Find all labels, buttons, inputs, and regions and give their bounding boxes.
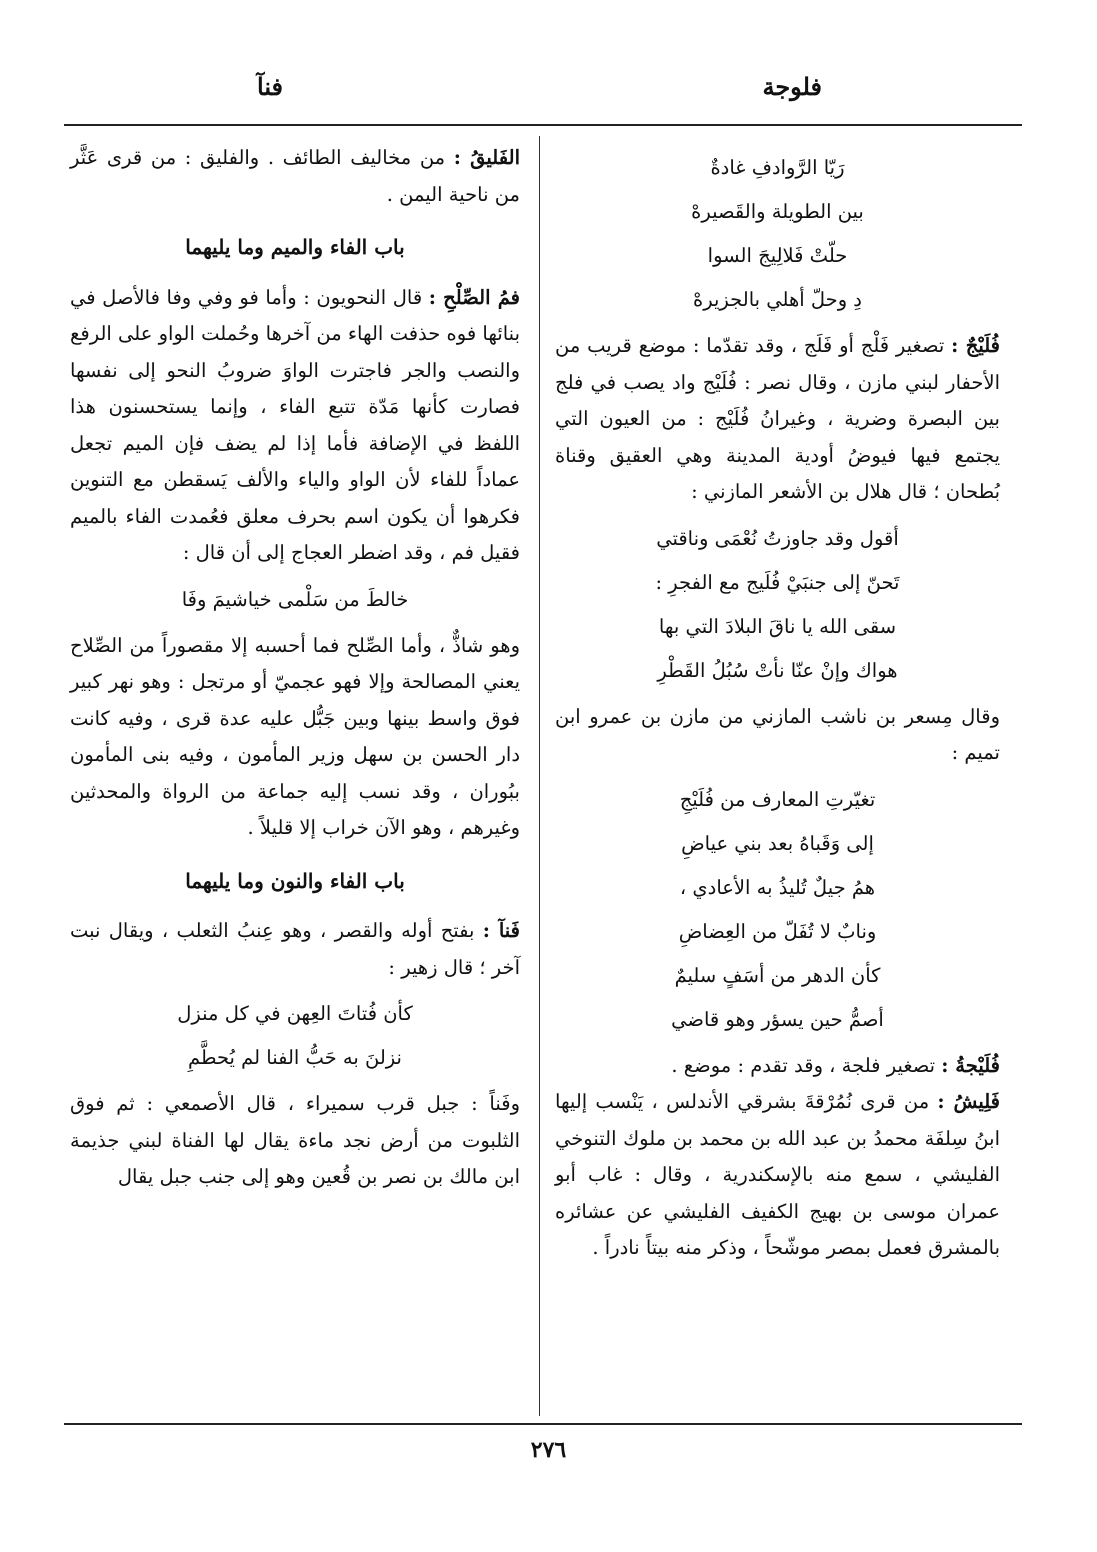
poem-2 — [555, 517, 1000, 693]
entry-fana-mountain: وفَناً : جبل قرب سميراء ، قال الأصمعي : ثم فوق الثلبوت من أرض نجد ماءة يقال لها الفناة لبني جذيمة ابن مالك بن نصر بن قُعين وهو إلى جنب جبل يقال — [70, 1092, 520, 1188]
entry-text: تصغير فلجة ، وقد تقدم : موضع . — [671, 1053, 936, 1077]
entry-fulayj — [555, 328, 1000, 511]
verse-2 — [70, 992, 520, 1080]
verse-line: بين الطويلة والقَصيرهْ — [691, 200, 864, 223]
entry-text: تصغير فَلْج أو فَلَج ، وقد تقدّما : موضع قريب من الأحفار لبني مازن ، وقال نصر : فُلَيْج واد يصب في فلج بين البصرة وضرية ، وغيرانُ فُلَيْج : من العيون التي يجتمع فيها فيوضُ أودية المدينة وهي العقيق وقناة بُطحان ؛ قال هلال بن الأشعر المازني : — [555, 334, 1000, 503]
poem-3 — [555, 778, 1000, 1042]
verse-line: رَيّا الرَّوادفِ غادةٌ — [710, 156, 845, 179]
page-number: ٢٧٦ — [530, 1437, 567, 1463]
headword: الفَليقُ : — [453, 146, 520, 169]
verse-line: حلّتْ فَلالِيجَ السوا — [707, 244, 848, 267]
entry-text: من قرى نُمُرْقةَ بشرقي الأندلس ، يَنْسب إليها ابنُ سِلفَة محمدُ بن عبد الله بن محمد بن ملوك التنوخي الفليشي ، سمع منه بالإسكندرية ، وقال : غاب أبو عمران موسى بن بهيج الكفيف الفليشي عن عشائره بالمشرق فعمل بمصر موشّحاً ، وذكر منه بيتاً نادراً . — [555, 1090, 1000, 1259]
section-heading: باب الفاء والنون وما يليهما — [185, 868, 405, 893]
entry-text-continued: وقال مِسعر بن ناشب المازني من مازن بن عمرو ابن تميم : — [555, 704, 1000, 764]
verse-line: إلى وَقَباهُ بعد بني عياضِ — [681, 831, 874, 855]
verse-line: كأن الدهر من أسَفٍ سليمٌ — [674, 963, 881, 987]
headword: فَلِيشُ : — [937, 1090, 1000, 1113]
entry-text: قال النحويون : وأما فو وفي وفا فالأصل في بنائها فوه حذفت الهاء من آخرها وحُملت الواو على الرفع والنصب والجر فاجترت الواوَ ضروبُ النحو إلى نفسها فصارت كأنها مَدّة تتبع الفاء ، وإنما يستحسنون هذا اللفظ في الإضافة فأما إذا لم يضف فإن الميم تجعل عماداً للفاء لأن الواو والياء والألف يَسقطن مع التنوين فكرهوا أن يكون اسم بحرف معلق فعُمدت الفاء بالميم فقيل فم ، وقد اضطر العجاج إلى أن قال : — [70, 285, 520, 564]
verse-line: ونابٌ لا تُفَلّ من العِضاضِ — [678, 919, 877, 943]
verse-1 — [70, 578, 520, 622]
verse-line: تَحنّ إلى جنبَيْ فُلَيج مع الفجرِ : — [655, 570, 900, 594]
verse-line: سقى الله يا ناقَ البلادَ التي بها — [658, 614, 897, 638]
top-rule — [64, 124, 1022, 126]
entry-text-continued: وهو شاذٌّ ، وأما الصِّلح فما أحسبه إلا مقصوراً من الصِّلاح يعني المصالحة وإلا فهو عجميّ أو مرتجل : وهو نهر كبير فوق واسط بينها وبين جَبُّل عليه عدة قرى ، وفيه كانت دار الحسن بن سهل وزير المأمون ، وفيه بنى المأمون ببُوران ، وقد نسب إليه جماعة من الرواة والمحدثين وغيرهم ، وهو الآن خراب إلا قليلاً . — [70, 633, 520, 839]
verse-line: كأن فُتاتَ العِهن في كل منزل — [177, 1002, 413, 1025]
verse-line: همُ جيلٌ تُليذُ به الأعادي ، — [679, 875, 876, 899]
bottom-rule — [64, 1423, 1022, 1425]
headword: فُلَيْجٌ : — [951, 334, 1000, 357]
verse-line: هواك وإنْ عنّا نأتْ سُبُلُ القَطْرِ — [657, 658, 898, 682]
verse-line: نزلنَ به حَبُّ الفنا لم يُحطَّمِ — [187, 1046, 402, 1069]
entry-falish — [555, 1084, 1000, 1267]
headword: فَنآ : — [482, 919, 520, 942]
poem-1 — [555, 146, 1000, 322]
running-head-left: فنآ — [257, 72, 284, 101]
entry-text: بفتح أوله والقصر ، وهو عِنبُ الثعلب ، ويقال نبت آخر ؛ قال زهير : — [70, 919, 520, 979]
entry-fulayja — [555, 1048, 1000, 1085]
entry-faliq — [70, 140, 520, 213]
column-divider — [539, 136, 540, 1416]
headword: فُلَيْجةُ : — [941, 1053, 1000, 1077]
entry-fam-al-silh — [70, 280, 520, 572]
verse-line: أقول وقد جاوزتُ نُعْمَى وناقتي — [656, 526, 899, 550]
verse-line: تغيّرتِ المعارف من فُلَيْجِ — [679, 787, 876, 811]
verse-line: دِ وحلّ أهلي بالجزيرهْ — [693, 288, 862, 311]
left-column — [70, 140, 520, 1196]
right-column — [555, 140, 1000, 1267]
section-heading: باب الفاء والميم وما يليهما — [185, 235, 405, 259]
entry-text: من مخاليف الطائف . والفليق : من قرى عَثَّر من ناحية اليمن . — [70, 146, 520, 206]
running-head-right: فلوجة — [762, 72, 822, 101]
headword: فمُ الصِّلْحِ : — [428, 285, 520, 309]
verse-line: أصمُّ حين يسؤر وهو قاضي — [671, 1007, 884, 1031]
verse-line: خالطَ من سَلْمى خياشيمَ وفَا — [181, 587, 409, 611]
entry-fana — [70, 913, 520, 986]
